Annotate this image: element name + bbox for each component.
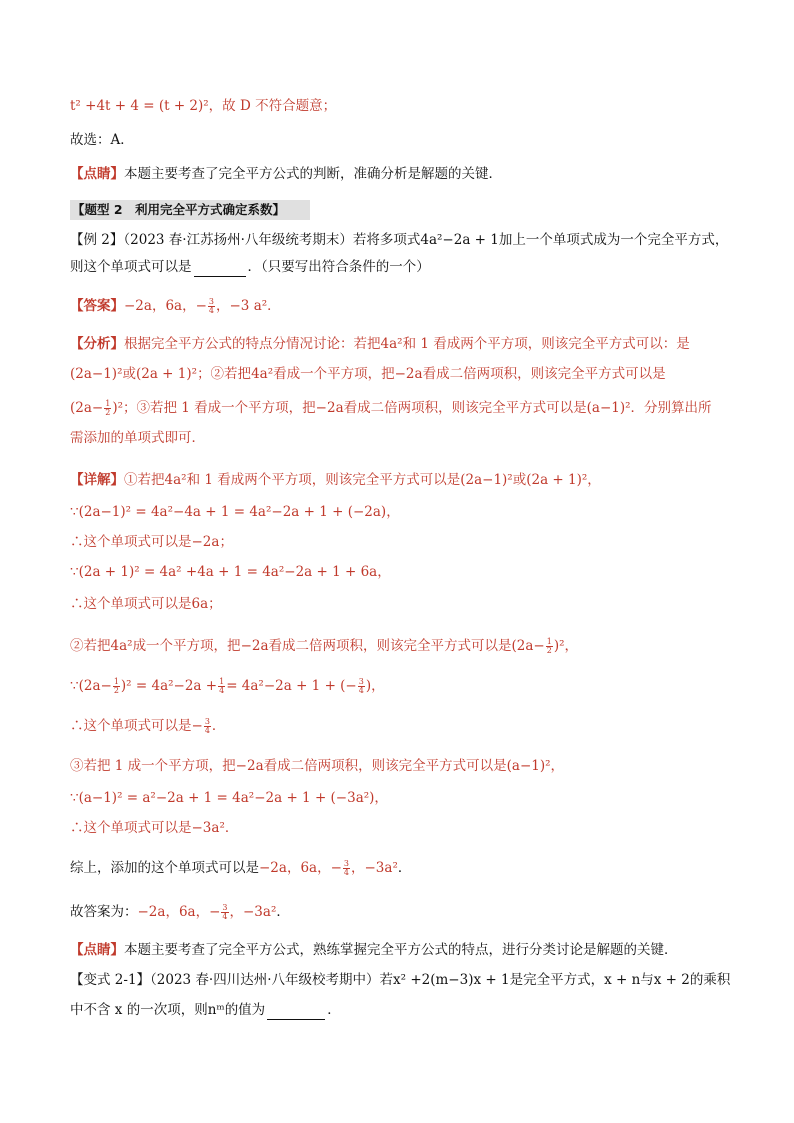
frac-num: 3 bbox=[343, 859, 349, 868]
detail-text: ∴这个单项式可以是 bbox=[70, 596, 192, 612]
frac-den: 2 bbox=[105, 408, 111, 417]
frac-num: 3 bbox=[222, 903, 228, 912]
variant-text: ． bbox=[327, 1002, 341, 1018]
variant-math: x + 2 bbox=[653, 972, 690, 988]
line-d-conclusion: t² +4t + 4 = (t + 2)²，故 D 不符合题意； bbox=[70, 98, 337, 114]
variant-text: 中不含 x 的一次项，则 bbox=[70, 1002, 208, 1018]
final-math: −2a，6a，− bbox=[137, 904, 221, 920]
frac-den: 2 bbox=[113, 686, 119, 695]
summary-text: 综上，添加的这个单项式可以是 bbox=[70, 860, 259, 876]
variant-math: x² +2(m−3)x + 1 bbox=[393, 972, 510, 988]
final-text: ． bbox=[276, 904, 290, 920]
variant-tag: 【变式 2-1】 bbox=[70, 972, 151, 988]
comment-tag: 【点睛】 bbox=[70, 166, 124, 182]
variant-line-1 bbox=[70, 970, 730, 990]
analysis-line-2 bbox=[70, 364, 666, 384]
variant-math: nᵐ bbox=[207, 1002, 225, 1018]
analysis-text-2f: 看成一个平方项，把 bbox=[273, 366, 395, 382]
variant-text: 是完全平方式， bbox=[509, 972, 605, 988]
analysis-line-4: 需添加的单项式即可． bbox=[70, 430, 205, 446]
example-line-2 bbox=[70, 257, 430, 277]
section-heading: 【题型 2 利用完全平方式确定系数】 bbox=[70, 200, 310, 220]
fraction-3-4 bbox=[208, 298, 215, 315]
detail-math: (a−1)² bbox=[506, 758, 551, 774]
detail-line-2: ∵(2a−1)² = 4a²−4a + 1 = 4a²−2a + 1 + (−2a)， bbox=[70, 504, 400, 520]
analysis-math-2e: 4a² bbox=[251, 366, 274, 382]
detail-math: = 4a²−2a + 1 + (− bbox=[226, 678, 357, 694]
detail-text: 成一个平方项，把 bbox=[132, 638, 241, 654]
detail-text: ∴这个单项式可以是 bbox=[70, 534, 192, 550]
variant-text: 与 bbox=[640, 972, 654, 988]
detail-text: ②若把 bbox=[70, 638, 111, 654]
summary-line bbox=[70, 858, 411, 878]
detail-line-6 bbox=[70, 636, 578, 656]
frac-num: 3 bbox=[204, 717, 210, 726]
detail-math: −2a bbox=[240, 638, 269, 654]
frac-den: 2 bbox=[546, 646, 552, 655]
detail-math: −3a² bbox=[191, 820, 225, 836]
analysis-text-1a: 根据完全平方公式的特点分情况讨论：若把 bbox=[124, 336, 381, 352]
detail-text: 看成二倍两项积，则该完全平方式可以是 bbox=[263, 758, 507, 774]
detail-text: ③若把 1 成一个平方项，把 bbox=[70, 758, 236, 774]
frac-den: 4 bbox=[358, 686, 364, 695]
detail-line-3 bbox=[70, 532, 233, 552]
final-math: ，−3a² bbox=[229, 904, 277, 920]
analysis-text-2h: 看成二倍两项积，则该完全平方式可以是 bbox=[422, 366, 666, 382]
summary-text: ． bbox=[397, 860, 412, 876]
example-line2-note: ．（只要写出符合条件的一个） bbox=[247, 259, 430, 275]
variant-text: （2023 春·四川达州·八年级校考期中）若 bbox=[150, 972, 394, 988]
detail-line-10: ∵(a−1)² = a²−2a + 1 = 4a²−2a + 1 + (−3a²)， bbox=[70, 790, 388, 806]
variant-text: 的乘积 bbox=[689, 972, 731, 988]
answer-tag: 【答案】 bbox=[70, 298, 124, 314]
frac-den: 4 bbox=[222, 912, 228, 921]
analysis-math-1: 4a² bbox=[380, 336, 403, 352]
answer-line bbox=[70, 296, 281, 316]
comment-tag: 【点睛】 bbox=[70, 942, 124, 958]
answer-values-a: −2a，6a，− bbox=[124, 298, 207, 314]
analysis-text-2d: ；②若把 bbox=[197, 366, 252, 382]
frac-den: 4 bbox=[204, 726, 210, 735]
detail-text: 或 bbox=[512, 472, 527, 488]
frac-den: 4 bbox=[343, 868, 349, 877]
summary-math: ，−3a² bbox=[351, 860, 398, 876]
variant-line-2 bbox=[70, 1000, 341, 1020]
final-text: 故答案为： bbox=[70, 904, 138, 920]
detail-text: 看成二倍两项积，则该完全平方式可以是 bbox=[268, 638, 512, 654]
detail-text: 和 1 看成两个平方项，则该完全平方式可以是 bbox=[186, 472, 461, 488]
example-line2-text: 则这个单项式可以是 bbox=[70, 259, 192, 275]
analysis-math-2g: −2a bbox=[394, 366, 423, 382]
frac-den: 4 bbox=[219, 686, 225, 695]
analysis-tag: 【分析】 bbox=[70, 336, 124, 352]
example-text-b: 加上一个单项式成为一个完全平方式， bbox=[498, 232, 729, 248]
fraction-3-4 bbox=[358, 678, 365, 695]
comment-text: 本题主要考查了完全平方公式的判断，准确分析是解题的关键． bbox=[124, 166, 502, 182]
frac-den: 4 bbox=[208, 306, 214, 315]
fraction-1-2 bbox=[113, 678, 120, 695]
fraction-3-4 bbox=[343, 860, 350, 877]
detail-line-1 bbox=[70, 470, 601, 490]
fraction-1-2 bbox=[104, 400, 111, 417]
fraction-3-4 bbox=[204, 718, 211, 735]
detail-text: ． bbox=[211, 718, 226, 734]
detail-text: ； bbox=[219, 534, 233, 550]
detail-math: )² bbox=[553, 638, 565, 654]
detail-math: )² = 4a²−2a + bbox=[120, 678, 218, 694]
variant-answer-blank bbox=[267, 1006, 325, 1020]
example-polynomial: 4a²−2a + 1 bbox=[420, 232, 499, 248]
frac-num: 1 bbox=[219, 677, 225, 686]
detail-text: ， bbox=[564, 638, 579, 654]
detail-math: )， bbox=[365, 678, 385, 694]
detail-math: − bbox=[191, 718, 203, 734]
detail-text: ∴这个单项式可以是 bbox=[70, 718, 192, 734]
analysis-math-3f: (a−1)² bbox=[586, 400, 631, 416]
detail-line-11 bbox=[70, 818, 238, 838]
detail-text: ， bbox=[550, 758, 565, 774]
detail-math: 4a² bbox=[164, 472, 187, 488]
detail-tag: 【详解】 bbox=[70, 472, 124, 488]
variant-math: x + n bbox=[604, 972, 641, 988]
frac-num: 1 bbox=[546, 637, 552, 646]
frac-num: 3 bbox=[358, 677, 364, 686]
detail-line-7 bbox=[70, 676, 385, 696]
line-comment bbox=[70, 164, 502, 184]
answer-blank bbox=[194, 263, 246, 277]
detail-line-9 bbox=[70, 756, 564, 776]
analysis-line-1 bbox=[70, 334, 690, 354]
detail-math: ∵(2a− bbox=[70, 678, 112, 694]
analysis-text-3g: ．分别算出所 bbox=[630, 400, 712, 416]
comment-text: 本题主要考查了完全平方公式，熟练掌握完全平方公式的特点，进行分类讨论是解题的关键． bbox=[124, 942, 678, 958]
frac-num: 1 bbox=[113, 677, 119, 686]
detail-line-5 bbox=[70, 594, 222, 614]
detail-text: ； bbox=[208, 596, 222, 612]
analysis-math-2c: (2a + 1)² bbox=[135, 366, 198, 382]
detail-math: 6a bbox=[191, 596, 209, 612]
detail-text: ， bbox=[587, 472, 601, 488]
answer-values-b: ，−3 a²． bbox=[216, 298, 281, 314]
detail-text: ． bbox=[224, 820, 239, 836]
frac-num: 1 bbox=[105, 399, 111, 408]
fraction-1-4 bbox=[218, 678, 225, 695]
analysis-text-3e: 看成二倍两项积，则该完全平方式可以是 bbox=[343, 400, 587, 416]
final-answer-line bbox=[70, 902, 290, 922]
analysis-text-1b: 和 1 看成两个平方项，则该完全平方式可以：是 bbox=[402, 336, 690, 352]
detail-text: ①若把 bbox=[124, 472, 165, 488]
detail-line-4: ∵(2a + 1)² = 4a² +4a + 1 = 4a²−2a + 1 + 6a， bbox=[70, 564, 391, 580]
detail-math: −2a bbox=[235, 758, 264, 774]
variant-text: 的值为 bbox=[224, 1002, 266, 1018]
detail-math: (2a− bbox=[511, 638, 545, 654]
analysis-math-3a: (2a− bbox=[70, 400, 104, 416]
analysis-math-3d: −2a bbox=[315, 400, 344, 416]
analysis-line-3 bbox=[70, 398, 712, 418]
fraction-1-2 bbox=[546, 638, 553, 655]
example-source: （2023 春·江苏扬州·八年级统考期末）若将多项式 bbox=[123, 232, 421, 248]
analysis-text-3c: ；③若把 1 看成一个平方项，把 bbox=[123, 400, 316, 416]
analysis-math-3b: )² bbox=[112, 400, 123, 416]
analysis-math-2a: (2a−1)² bbox=[70, 366, 123, 382]
detail-line-8 bbox=[70, 716, 225, 736]
detail-math: (2a−1)² bbox=[460, 472, 513, 488]
detail-math: 4a² bbox=[110, 638, 133, 654]
frac-num: 3 bbox=[208, 297, 214, 306]
line-choice: 故选：A． bbox=[70, 132, 134, 148]
example-tag: 【例 2】 bbox=[70, 232, 124, 248]
detail-math: −2a bbox=[191, 534, 220, 550]
example-line-1 bbox=[70, 230, 728, 250]
comment-line-2 bbox=[70, 940, 678, 960]
summary-math: −2a，6a，− bbox=[259, 860, 342, 876]
detail-text: ∴这个单项式可以是 bbox=[70, 820, 192, 836]
detail-math: (2a + 1)² bbox=[526, 472, 588, 488]
analysis-text-2b: 或 bbox=[122, 366, 136, 382]
fraction-3-4 bbox=[221, 904, 228, 921]
